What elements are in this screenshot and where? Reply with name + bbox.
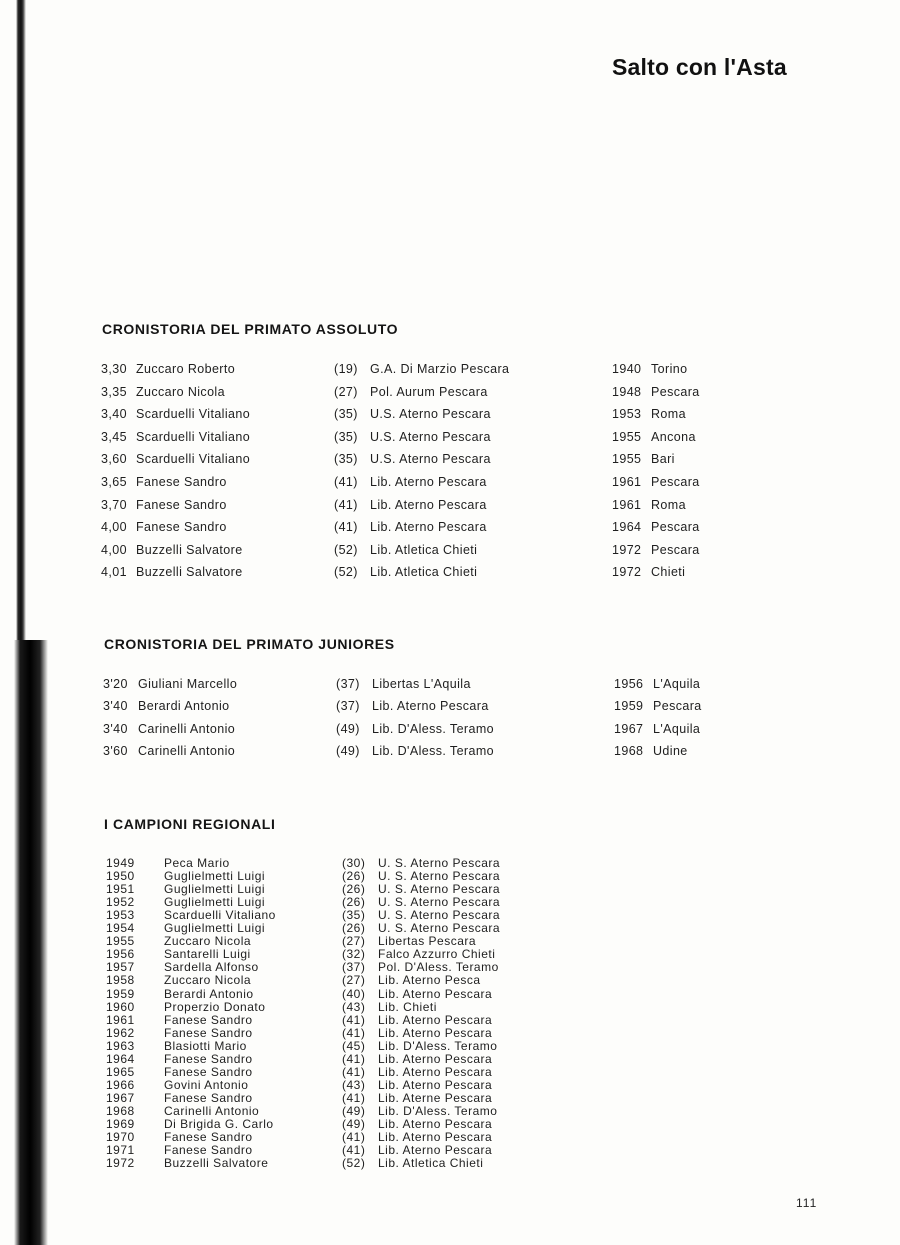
cell-year: (52) bbox=[342, 1156, 366, 1171]
cell-name: Guglielmetti Luigi bbox=[164, 895, 266, 910]
cell-club: Lib. D'Aless. Teramo bbox=[372, 721, 495, 736]
cell-year: (35) bbox=[342, 908, 366, 923]
cell-name: Fanese Sandro bbox=[164, 1143, 253, 1158]
cell-city: L'Aquila bbox=[653, 721, 701, 736]
cell-name: Carinelli Antonio bbox=[164, 1103, 260, 1118]
cell-when: 1972 bbox=[612, 542, 642, 557]
cell-mark: 3,35 bbox=[101, 384, 127, 399]
page-number: 111 bbox=[796, 1196, 818, 1210]
absolute-record-heading: CRONISTORIA DEL PRIMATO ASSOLUTO bbox=[102, 321, 399, 337]
cell-name: Fanese Sandro bbox=[164, 1090, 253, 1105]
cell-name: Fanese Sandro bbox=[164, 1025, 253, 1040]
page-binding-shadow bbox=[14, 640, 48, 1245]
cell-mark: 3,60 bbox=[101, 452, 127, 467]
cell-when: 1956 bbox=[614, 677, 644, 691]
regional-champions-heading: I CAMPIONI REGIONALI bbox=[104, 816, 276, 832]
cell-club: U.S. Aterno Pescara bbox=[370, 407, 491, 422]
cell-year: (43) bbox=[342, 999, 366, 1014]
cell-mark: 4,00 bbox=[101, 520, 127, 535]
cell-year: (35) bbox=[334, 407, 358, 422]
cell-name: Carinelli Antonio bbox=[138, 744, 236, 759]
cell-when: 1959 bbox=[614, 699, 644, 714]
cell-city: Roma bbox=[651, 407, 686, 422]
cell-when: 1964 bbox=[612, 520, 642, 535]
cell-season: 1950 bbox=[106, 869, 135, 884]
cell-club: Pol. D'Aless. Teramo bbox=[378, 960, 499, 975]
cell-club: Lib. Aterne Pescara bbox=[378, 1090, 493, 1105]
cell-year: (26) bbox=[342, 882, 366, 897]
cell-club: Lib. Aterno Pescara bbox=[378, 1025, 493, 1040]
cell-season: 1966 bbox=[106, 1077, 135, 1092]
cell-year: (19) bbox=[334, 362, 358, 376]
cell-year: (41) bbox=[334, 497, 358, 512]
cell-year: (49) bbox=[336, 744, 360, 759]
cell-name: Zuccaro Nicola bbox=[164, 934, 252, 949]
cell-year: (30) bbox=[342, 856, 366, 870]
cell-name: Sardella Alfonso bbox=[164, 960, 259, 975]
cell-city: Pescara bbox=[651, 384, 700, 399]
cell-city: Udine bbox=[653, 744, 688, 759]
cell-year: (52) bbox=[334, 542, 358, 557]
cell-year: (27) bbox=[342, 934, 366, 949]
cell-season: 1953 bbox=[106, 908, 135, 923]
cell-season: 1964 bbox=[106, 1051, 135, 1066]
cell-club: U. S. Aterno Pescara bbox=[378, 856, 501, 870]
cell-when: 1961 bbox=[612, 497, 642, 512]
cell-mark: 3,45 bbox=[101, 429, 127, 444]
cell-year: (52) bbox=[334, 565, 358, 580]
cell-season: 1972 bbox=[106, 1156, 135, 1171]
cell-city: Pescara bbox=[651, 542, 700, 557]
cell-year: (26) bbox=[342, 895, 366, 910]
cell-year: (27) bbox=[334, 384, 358, 399]
cell-name: Scarduelli Vitaliano bbox=[164, 908, 276, 923]
cell-when: 1955 bbox=[612, 429, 642, 444]
cell-mark: 3'60 bbox=[103, 744, 128, 759]
cell-club: U.S. Aterno Pescara bbox=[370, 452, 491, 467]
cell-year: (41) bbox=[342, 1090, 366, 1105]
cell-season: 1954 bbox=[106, 921, 135, 936]
cell-when: 1961 bbox=[612, 475, 642, 489]
cell-name: Properzio Donato bbox=[164, 999, 266, 1014]
cell-club: G.A. Di Marzio Pescara bbox=[370, 362, 510, 376]
cell-season: 1968 bbox=[106, 1103, 135, 1118]
cell-year: (49) bbox=[342, 1117, 366, 1131]
cell-mark: 4,01 bbox=[101, 565, 127, 580]
cell-club: Libertas L'Aquila bbox=[372, 677, 471, 691]
cell-club: Lib. Atletica Chieti bbox=[370, 565, 478, 580]
cell-when: 1953 bbox=[612, 407, 642, 422]
cell-name: Fanese Sandro bbox=[136, 475, 227, 489]
cell-name: Santarelli Luigi bbox=[164, 947, 251, 962]
cell-year: (26) bbox=[342, 869, 366, 884]
cell-year: (37) bbox=[342, 960, 366, 975]
cell-year: (26) bbox=[342, 921, 366, 936]
cell-club: U. S. Aterno Pescara bbox=[378, 869, 501, 884]
cell-name: Di Brigida G. Carlo bbox=[164, 1117, 274, 1131]
cell-name: Fanese Sandro bbox=[164, 1012, 253, 1027]
cell-mark: 3,40 bbox=[101, 407, 127, 422]
cell-name: Guglielmetti Luigi bbox=[164, 882, 266, 897]
cell-name: Fanese Sandro bbox=[164, 1064, 253, 1079]
page-title: Salto con l'Asta bbox=[612, 54, 787, 80]
cell-name: Fanese Sandro bbox=[136, 497, 227, 512]
cell-club: Lib. D'Aless. Teramo bbox=[378, 1038, 498, 1053]
cell-mark: 4,00 bbox=[101, 542, 127, 557]
cell-mark: 3,65 bbox=[101, 475, 127, 489]
junior-record-heading: CRONISTORIA DEL PRIMATO JUNIORES bbox=[104, 636, 395, 652]
cell-name: Blasiotti Mario bbox=[164, 1038, 247, 1053]
cell-name: Carinelli Antonio bbox=[138, 721, 236, 736]
cell-city: Pescara bbox=[653, 699, 702, 714]
cell-season: 1963 bbox=[106, 1038, 135, 1053]
cell-club: Lib. Aterno Pescara bbox=[372, 699, 489, 714]
cell-season: 1951 bbox=[106, 882, 135, 897]
cell-year: (41) bbox=[342, 1143, 366, 1158]
cell-club: Pol. Aurum Pescara bbox=[370, 384, 488, 399]
cell-when: 1955 bbox=[612, 452, 642, 467]
cell-mark: 3,30 bbox=[101, 362, 127, 376]
cell-name: Fanese Sandro bbox=[164, 1051, 253, 1066]
cell-name: Zuccaro Roberto bbox=[136, 362, 236, 376]
cell-club: U. S. Aterno Pescara bbox=[378, 895, 501, 910]
cell-name: Guglielmetti Luigi bbox=[164, 921, 266, 936]
cell-name: Fanese Sandro bbox=[136, 520, 227, 535]
cell-name: Buzzelli Salvatore bbox=[136, 542, 243, 557]
cell-club: U. S. Aterno Pescara bbox=[378, 908, 501, 923]
cell-mark: 3'40 bbox=[103, 721, 128, 736]
cell-season: 1958 bbox=[106, 973, 135, 988]
cell-year: (49) bbox=[336, 721, 360, 736]
cell-club: Lib. Aterno Pescara bbox=[370, 520, 487, 535]
cell-name: Guglielmetti Luigi bbox=[164, 869, 266, 884]
cell-city: L'Aquila bbox=[653, 677, 701, 691]
cell-when: 1948 bbox=[612, 384, 642, 399]
cell-club: Lib. Aterno Pesca bbox=[378, 973, 481, 988]
cell-year: (41) bbox=[342, 1064, 366, 1079]
cell-year: (35) bbox=[334, 452, 358, 467]
cell-name: Fanese Sandro bbox=[164, 1130, 253, 1145]
cell-season: 1967 bbox=[106, 1090, 135, 1105]
cell-club: Lib. Aterno Pescara bbox=[378, 1130, 493, 1145]
cell-year: (37) bbox=[336, 677, 360, 691]
cell-year: (41) bbox=[334, 520, 358, 535]
cell-city: Ancona bbox=[651, 429, 696, 444]
cell-season: 1965 bbox=[106, 1064, 135, 1079]
cell-name: Buzzelli Salvatore bbox=[136, 565, 243, 580]
cell-year: (41) bbox=[342, 1012, 366, 1027]
cell-year: (32) bbox=[342, 947, 366, 962]
cell-season: 1970 bbox=[106, 1130, 135, 1145]
cell-year: (49) bbox=[342, 1103, 366, 1118]
cell-city: Pescara bbox=[651, 520, 700, 535]
cell-when: 1972 bbox=[612, 565, 642, 580]
cell-club: Lib. Aterno Pescara bbox=[378, 1143, 493, 1158]
cell-name: Scarduelli Vitaliano bbox=[136, 407, 251, 422]
cell-year: (37) bbox=[336, 699, 360, 714]
cell-city: Roma bbox=[651, 497, 686, 512]
cell-year: (41) bbox=[342, 1130, 366, 1145]
cell-year: (27) bbox=[342, 973, 366, 988]
cell-name: Scarduelli Vitaliano bbox=[136, 429, 251, 444]
cell-mark: 3'20 bbox=[103, 677, 128, 691]
cell-city: Chieti bbox=[651, 565, 686, 580]
cell-club: Lib. D'Aless. Teramo bbox=[372, 744, 495, 759]
cell-club: Lib. Aterno Pescara bbox=[378, 986, 493, 1001]
cell-city: Torino bbox=[651, 362, 688, 376]
cell-when: 1967 bbox=[614, 721, 644, 736]
cell-name: Berardi Antonio bbox=[164, 986, 254, 1001]
cell-season: 1969 bbox=[106, 1117, 135, 1131]
cell-city: Bari bbox=[651, 452, 675, 467]
cell-club: Lib. Aterno Pescara bbox=[378, 1012, 493, 1027]
cell-year: (41) bbox=[334, 475, 358, 489]
cell-year: (45) bbox=[342, 1038, 366, 1053]
cell-club: Lib. Chieti bbox=[378, 999, 437, 1014]
cell-club: Lib. Aterno Pescara bbox=[378, 1117, 493, 1131]
cell-name: Giuliani Marcello bbox=[138, 677, 238, 691]
cell-name: Zuccaro Nicola bbox=[136, 384, 225, 399]
cell-club: Lib. Atletica Chieti bbox=[370, 542, 478, 557]
cell-season: 1956 bbox=[106, 947, 135, 962]
cell-season: 1959 bbox=[106, 986, 135, 1001]
cell-club: U. S. Aterno Pescara bbox=[378, 921, 501, 936]
cell-club: Lib. Aterno Pescara bbox=[378, 1077, 493, 1092]
cell-mark: 3'40 bbox=[103, 699, 128, 714]
cell-season: 1962 bbox=[106, 1025, 135, 1040]
cell-season: 1957 bbox=[106, 960, 135, 975]
cell-club: Libertas Pescara bbox=[378, 934, 477, 949]
cell-name: Peca Mario bbox=[164, 856, 230, 870]
cell-season: 1971 bbox=[106, 1143, 135, 1158]
cell-club: U. S. Aterno Pescara bbox=[378, 882, 501, 897]
cell-mark: 3,70 bbox=[101, 497, 127, 512]
cell-city: Pescara bbox=[651, 475, 700, 489]
cell-season: 1952 bbox=[106, 895, 135, 910]
cell-name: Govini Antonio bbox=[164, 1077, 249, 1092]
cell-name: Zuccaro Nicola bbox=[164, 973, 252, 988]
cell-name: Buzzelli Salvatore bbox=[164, 1156, 269, 1171]
cell-club: Lib. Aterno Pescara bbox=[370, 497, 487, 512]
cell-club: Lib. D'Aless. Teramo bbox=[378, 1103, 498, 1118]
cell-year: (35) bbox=[334, 429, 358, 444]
cell-when: 1968 bbox=[614, 744, 644, 759]
cell-club: Lib. Aterno Pescara bbox=[378, 1051, 493, 1066]
cell-club: U.S. Aterno Pescara bbox=[370, 429, 491, 444]
cell-year: (41) bbox=[342, 1051, 366, 1066]
cell-club: Falco Azzurro Chieti bbox=[378, 947, 496, 962]
cell-name: Scarduelli Vitaliano bbox=[136, 452, 251, 467]
cell-year: (40) bbox=[342, 986, 366, 1001]
cell-season: 1949 bbox=[106, 856, 135, 870]
cell-club: Lib. Aterno Pescara bbox=[370, 475, 487, 489]
cell-season: 1961 bbox=[106, 1012, 135, 1027]
cell-season: 1960 bbox=[106, 999, 135, 1014]
cell-year: (43) bbox=[342, 1077, 366, 1092]
cell-club: Lib. Aterno Pescara bbox=[378, 1064, 493, 1079]
cell-club: Lib. Atletica Chieti bbox=[378, 1156, 484, 1171]
cell-name: Berardi Antonio bbox=[138, 699, 230, 714]
cell-year: (41) bbox=[342, 1025, 366, 1040]
cell-when: 1940 bbox=[612, 362, 642, 376]
cell-season: 1955 bbox=[106, 934, 135, 949]
